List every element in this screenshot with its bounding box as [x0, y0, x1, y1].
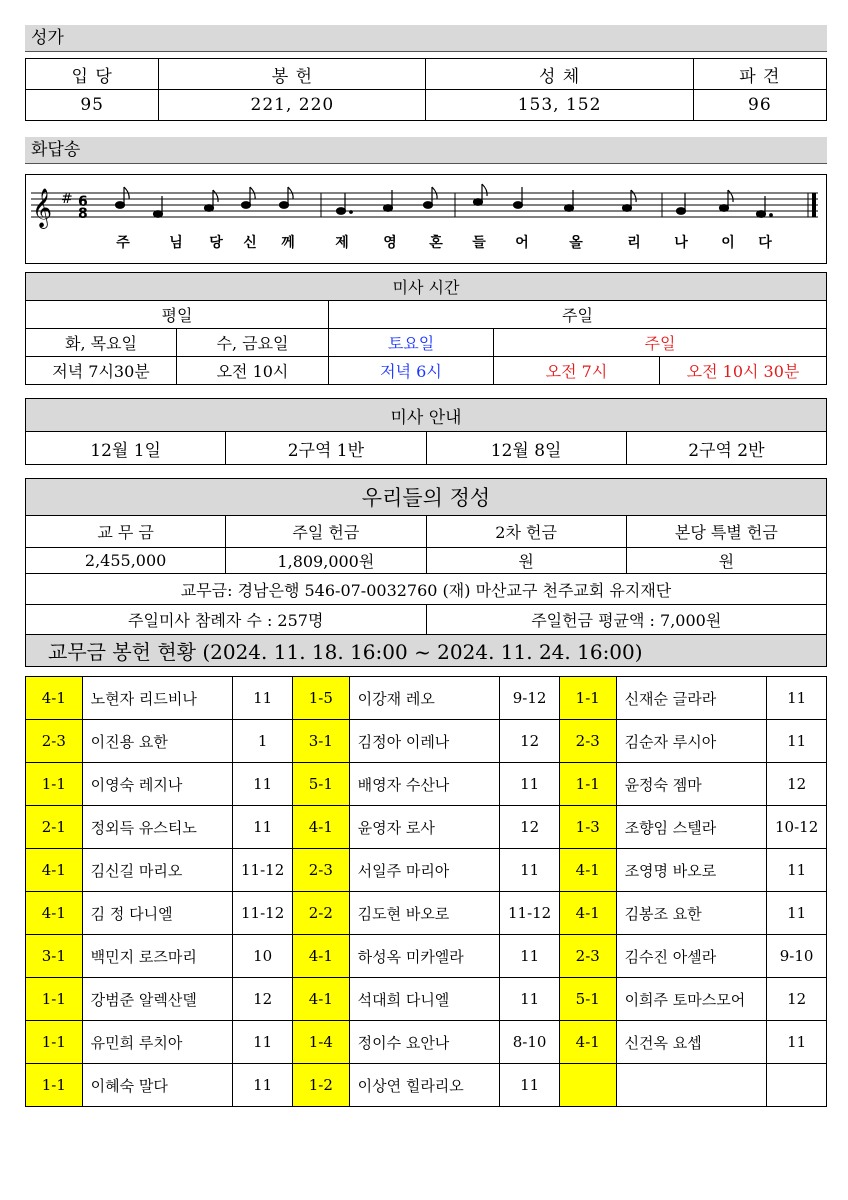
hymn-value-dismissal: 96 [693, 90, 826, 121]
lyric-syllable: 리 [627, 235, 641, 251]
offerings-table [25, 478, 827, 667]
music-staff [26, 175, 826, 263]
donor-months: 12 [767, 978, 827, 1021]
lyric-syllable: 혼 [429, 235, 443, 251]
donor-group: 1-4 [292, 1021, 349, 1064]
offering-value-dues: 2,455,000 [26, 548, 226, 574]
average-offering: 주일헌금 평균액 : 7,000원 [426, 605, 827, 635]
lyric-syllable: 어 [515, 235, 529, 251]
time-saturday: 저녁 6시 [329, 357, 494, 385]
lyric-syllable: 께 [281, 235, 295, 251]
donor-name: 백민지 로즈마리 [82, 935, 233, 978]
donor-months: 11 [500, 849, 560, 892]
donor-name: 조향임 스텔라 [616, 806, 767, 849]
donor-group: 3-1 [26, 935, 83, 978]
donor-months: 11 [233, 1021, 293, 1064]
donor-group: 4-1 [292, 806, 349, 849]
time-tue-thu: 저녁 7시30분 [26, 357, 177, 385]
donor-months: 11 [767, 892, 827, 935]
hymn-header-offertory: 봉 헌 [159, 59, 426, 90]
donor-group: 1-1 [559, 763, 616, 806]
attendance-count: 주일미사 참례자 수 : 257명 [26, 605, 427, 635]
donor-name: 신건옥 요셉 [616, 1021, 767, 1064]
mass-times-title: 미사 시간 [26, 273, 827, 301]
lyric-syllable: 들 [472, 235, 486, 251]
donor-group: 4-1 [559, 849, 616, 892]
donor-months: 11 [233, 677, 293, 720]
donor-months: 12 [500, 720, 560, 763]
time-sunday-early: 오전 7시 [494, 357, 660, 385]
donor-name: 김정아 이레나 [349, 720, 500, 763]
day-sunday: 주일 [494, 329, 827, 357]
treble-clef-icon: 𝄞 [32, 188, 53, 228]
donor-group: 2-3 [559, 720, 616, 763]
donation-row [26, 935, 827, 978]
offering-header-special: 본당 특별 헌금 [626, 516, 826, 548]
donor-months: 12 [500, 806, 560, 849]
donor-name: 김순자 루시아 [616, 720, 767, 763]
hymn-value-entrance: 95 [26, 90, 159, 121]
donor-name: 배영자 수산나 [349, 763, 500, 806]
donor-months: 11 [233, 763, 293, 806]
donor-group: 4-1 [292, 978, 349, 1021]
donor-months: 1 [233, 720, 293, 763]
donor-months: 10-12 [767, 806, 827, 849]
donor-group: 1-1 [559, 677, 616, 720]
donor-months: 11 [233, 806, 293, 849]
donor-name: 서일주 마리아 [349, 849, 500, 892]
donation-status-period: (2024. 11. 18. 16:00 ~ 2024. 11. 24. 16:00) [202, 640, 643, 664]
psalm-score [25, 174, 827, 264]
svg-text:#: # [61, 191, 73, 207]
donor-months: 10 [233, 935, 293, 978]
donor-months: 11 [500, 1064, 560, 1107]
donor-name: 조영명 바오로 [616, 849, 767, 892]
hymn-header-dismissal: 파 견 [693, 59, 826, 90]
donation-row [26, 1064, 827, 1107]
mass-times-table [25, 272, 827, 385]
donor-months: 11 [500, 978, 560, 1021]
donor-name: 김수진 아셀라 [616, 935, 767, 978]
donor-group: 4-1 [26, 849, 83, 892]
donor-group [559, 1064, 616, 1107]
offering-value-sunday: 1,809,000원 [226, 548, 426, 574]
donor-months: 11 [233, 1064, 293, 1107]
donor-group: 2-3 [292, 849, 349, 892]
lyric-syllable: 이 [721, 235, 735, 251]
hymn-header-communion: 성 체 [426, 59, 693, 90]
lyric-syllable: 다 [758, 235, 772, 251]
donor-months: 12 [767, 763, 827, 806]
donation-row [26, 1021, 827, 1064]
donation-row [26, 763, 827, 806]
donor-group: 4-1 [26, 892, 83, 935]
lyric-syllable: 나 [674, 235, 688, 251]
mass-guide-title: 미사 안내 [26, 399, 827, 432]
donor-group: 1-3 [559, 806, 616, 849]
donor-name: 하성옥 미카엘라 [349, 935, 500, 978]
sunday-label: 주일 [329, 301, 827, 329]
donation-row [26, 806, 827, 849]
hymn-value-offertory: 221, 220 [159, 90, 426, 121]
offering-header-sunday: 주일 헌금 [226, 516, 426, 548]
lyric-syllable: 제 [335, 235, 349, 251]
guide-group-2: 2구역 2반 [626, 432, 826, 465]
donation-status-table [25, 676, 827, 1107]
donor-name: 이진용 요한 [82, 720, 233, 763]
hymn-value-communion: 153, 152 [426, 90, 693, 121]
donation-row [26, 677, 827, 720]
offering-value-second: 원 [426, 548, 626, 574]
donor-months: 11 [767, 720, 827, 763]
donor-group: 5-1 [559, 978, 616, 1021]
donor-name: 유민희 루치아 [82, 1021, 233, 1064]
hymn-header-entrance: 입 당 [26, 59, 159, 90]
offerings-title: 우리들의 정성 [26, 479, 827, 516]
day-saturday: 토요일 [329, 329, 494, 357]
psalm-section-title: 화답송 [25, 137, 827, 164]
offering-header-dues: 교 무 금 [26, 516, 226, 548]
guide-group-1: 2구역 1반 [226, 432, 426, 465]
svg-text:6: 6 [78, 194, 88, 210]
donor-name: 노현자 리드비나 [82, 677, 233, 720]
donor-months: 8-10 [500, 1021, 560, 1064]
donor-group: 2-1 [26, 806, 83, 849]
donor-name: 석대희 다니엘 [349, 978, 500, 1021]
donor-months: 12 [233, 978, 293, 1021]
donor-group: 1-5 [292, 677, 349, 720]
donor-name: 신재순 글라라 [616, 677, 767, 720]
donor-group: 1-1 [26, 1064, 83, 1107]
donation-status-title: 교무금 봉헌 현황 [48, 640, 196, 664]
offering-header-second: 2차 헌금 [426, 516, 626, 548]
donor-group: 2-3 [559, 935, 616, 978]
bank-account-info: 교무금: 경남은행 546-07-0032760 (재) 마산교구 천주교회 유지재단 [26, 574, 827, 605]
donor-group: 3-1 [292, 720, 349, 763]
lyric-syllable: 올 [569, 235, 583, 251]
donor-months: 11 [500, 935, 560, 978]
donation-row [26, 892, 827, 935]
donor-name: 윤정숙 젬마 [616, 763, 767, 806]
donor-group: 2-2 [292, 892, 349, 935]
donor-months: 11 [500, 763, 560, 806]
donor-months: 11-12 [233, 849, 293, 892]
donor-months [767, 1064, 827, 1107]
donor-months: 11 [767, 1021, 827, 1064]
donor-months: 9-12 [500, 677, 560, 720]
donor-name: 윤영자 로사 [349, 806, 500, 849]
donor-group: 1-2 [292, 1064, 349, 1107]
donor-name: 강범준 알렉산델 [82, 978, 233, 1021]
donor-months: 9-10 [767, 935, 827, 978]
donor-name: 이희주 토마스모어 [616, 978, 767, 1021]
donor-name: 이영숙 레지나 [82, 763, 233, 806]
donor-group: 2-3 [26, 720, 83, 763]
day-wed-fri: 수, 금요일 [177, 329, 329, 357]
donation-row [26, 720, 827, 763]
donor-group: 4-1 [559, 1021, 616, 1064]
donor-months: 11-12 [500, 892, 560, 935]
offering-value-special: 원 [626, 548, 826, 574]
donor-name: 김 정 다니엘 [82, 892, 233, 935]
donor-months: 11-12 [233, 892, 293, 935]
donation-status-header [26, 635, 827, 667]
time-sunday-late: 오전 10시 30분 [660, 357, 827, 385]
day-tue-thu: 화, 목요일 [26, 329, 177, 357]
donor-group: 4-1 [292, 935, 349, 978]
lyric-syllable: 영 [383, 235, 397, 251]
donor-name: 정외득 유스티노 [82, 806, 233, 849]
donor-name: 김신길 마리오 [82, 849, 233, 892]
donor-group: 1-1 [26, 763, 83, 806]
donor-name: 정이수 요안나 [349, 1021, 500, 1064]
time-wed-fri: 오전 10시 [177, 357, 329, 385]
lyric-syllable: 신 [243, 235, 257, 251]
lyric-syllable: 님 [169, 235, 183, 251]
donor-group: 5-1 [292, 763, 349, 806]
guide-date-2: 12월 8일 [426, 432, 626, 465]
donor-name: 이강재 레오 [349, 677, 500, 720]
donor-name: 김도현 바오로 [349, 892, 500, 935]
donor-group: 4-1 [559, 892, 616, 935]
hymn-section-title: 성가 [25, 25, 827, 52]
guide-date-1: 12월 1일 [26, 432, 226, 465]
donor-group: 1-1 [26, 1021, 83, 1064]
donation-row [26, 978, 827, 1021]
donor-name: 이혜숙 말다 [82, 1064, 233, 1107]
donor-months: 11 [767, 677, 827, 720]
donor-name: 김봉조 요한 [616, 892, 767, 935]
donation-row [26, 849, 827, 892]
mass-guide-table [25, 398, 827, 465]
svg-text:8: 8 [78, 206, 88, 222]
lyric-syllable: 주 [116, 235, 130, 251]
donor-group: 1-1 [26, 978, 83, 1021]
donor-group: 4-1 [26, 677, 83, 720]
donor-months: 11 [767, 849, 827, 892]
donor-name [616, 1064, 767, 1107]
weekday-label: 평일 [26, 301, 329, 329]
lyric-syllable: 당 [209, 235, 223, 251]
donor-name: 이상연 힐라리오 [349, 1064, 500, 1107]
hymn-table [25, 58, 827, 121]
